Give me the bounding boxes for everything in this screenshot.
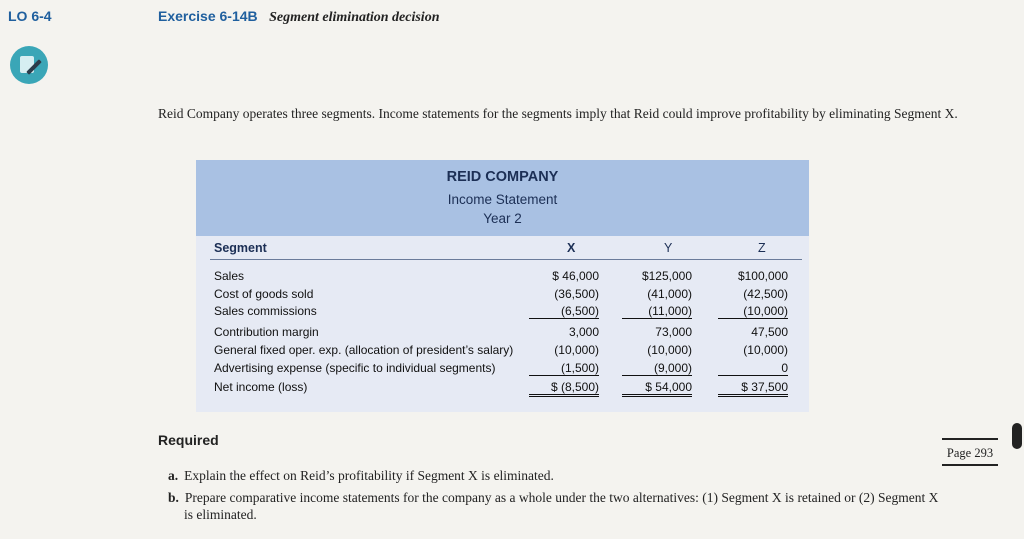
page-number: Page 293 [942, 438, 998, 466]
cell-z: 0 [718, 361, 788, 376]
question-b-continued: is eliminated. [184, 507, 257, 522]
cell-y: (11,000) [622, 304, 692, 319]
exercise-heading [158, 8, 440, 26]
cell-x: $ (8,500) [529, 380, 599, 397]
income-statement-table [196, 160, 809, 412]
cell-y: (41,000) [647, 287, 692, 301]
column-header-y: Y [664, 241, 673, 255]
statement-period: Year 2 [483, 211, 522, 226]
question-a-letter: a. [168, 468, 179, 483]
cell-y: (10,000) [647, 343, 692, 357]
statement-header [196, 160, 809, 236]
row-label: Sales [214, 269, 245, 283]
cell-z: (10,000) [743, 343, 788, 357]
cell-y: $ 54,000 [622, 380, 692, 397]
question-b [168, 489, 938, 506]
cell-y: $125,000 [641, 269, 692, 283]
segment-column-header: Segment [214, 241, 267, 255]
cell-y: (9,000) [622, 361, 692, 376]
row-label: Sales commissions [214, 304, 317, 318]
cell-x: (1,500) [529, 361, 599, 376]
cell-z: $ 37,500 [718, 380, 788, 397]
writing-assignment-icon [10, 46, 48, 84]
column-header-z: Z [758, 241, 766, 255]
cell-z: (42,500) [743, 287, 788, 301]
scrollbar-thumb[interactable] [1012, 423, 1022, 449]
statement-title: Income Statement [447, 192, 558, 207]
row-label: Cost of goods sold [214, 287, 314, 301]
cell-x: 3,000 [568, 325, 599, 339]
question-a [168, 467, 554, 484]
cell-x: (10,000) [554, 343, 599, 357]
header-divider [210, 259, 802, 260]
question-b-letter: b. [168, 490, 179, 505]
required-heading: Required [158, 432, 219, 448]
cell-y: 73,000 [655, 325, 692, 339]
exercise-number: Exercise 6-14B [158, 8, 258, 24]
row-label: Net income (loss) [214, 380, 308, 394]
learning-objective-label: LO 6-4 [8, 8, 52, 24]
cell-x: (6,500) [529, 304, 599, 319]
question-b-text: Prepare comparative income statements for the company as a whole under the two alternatives: (1) Segment X is retained or (2) Segment X [184, 490, 939, 505]
cell-x: $ 46,000 [552, 269, 599, 283]
row-label: Contribution margin [214, 325, 319, 339]
row-label: Advertising expense (specific to individual segments) [214, 361, 496, 375]
cell-x: (36,500) [554, 287, 599, 301]
row-label: General fixed oper. exp. (allocation of president’s salary) [214, 343, 514, 357]
cell-z: 47,500 [751, 325, 788, 339]
company-name: REID COMPANY [446, 169, 559, 185]
column-header-x: X [567, 241, 576, 255]
cell-z: $100,000 [737, 269, 788, 283]
question-a-text: Explain the effect on Reid’s profitability if Segment X is eliminated. [184, 468, 554, 483]
cell-z: (10,000) [718, 304, 788, 319]
exercise-title: Segment elimination decision [269, 10, 440, 25]
intro-paragraph: Reid Company operates three segments. Income statements for the segments imply that Reid could improve profitability by eliminating Segment X. [158, 106, 958, 121]
